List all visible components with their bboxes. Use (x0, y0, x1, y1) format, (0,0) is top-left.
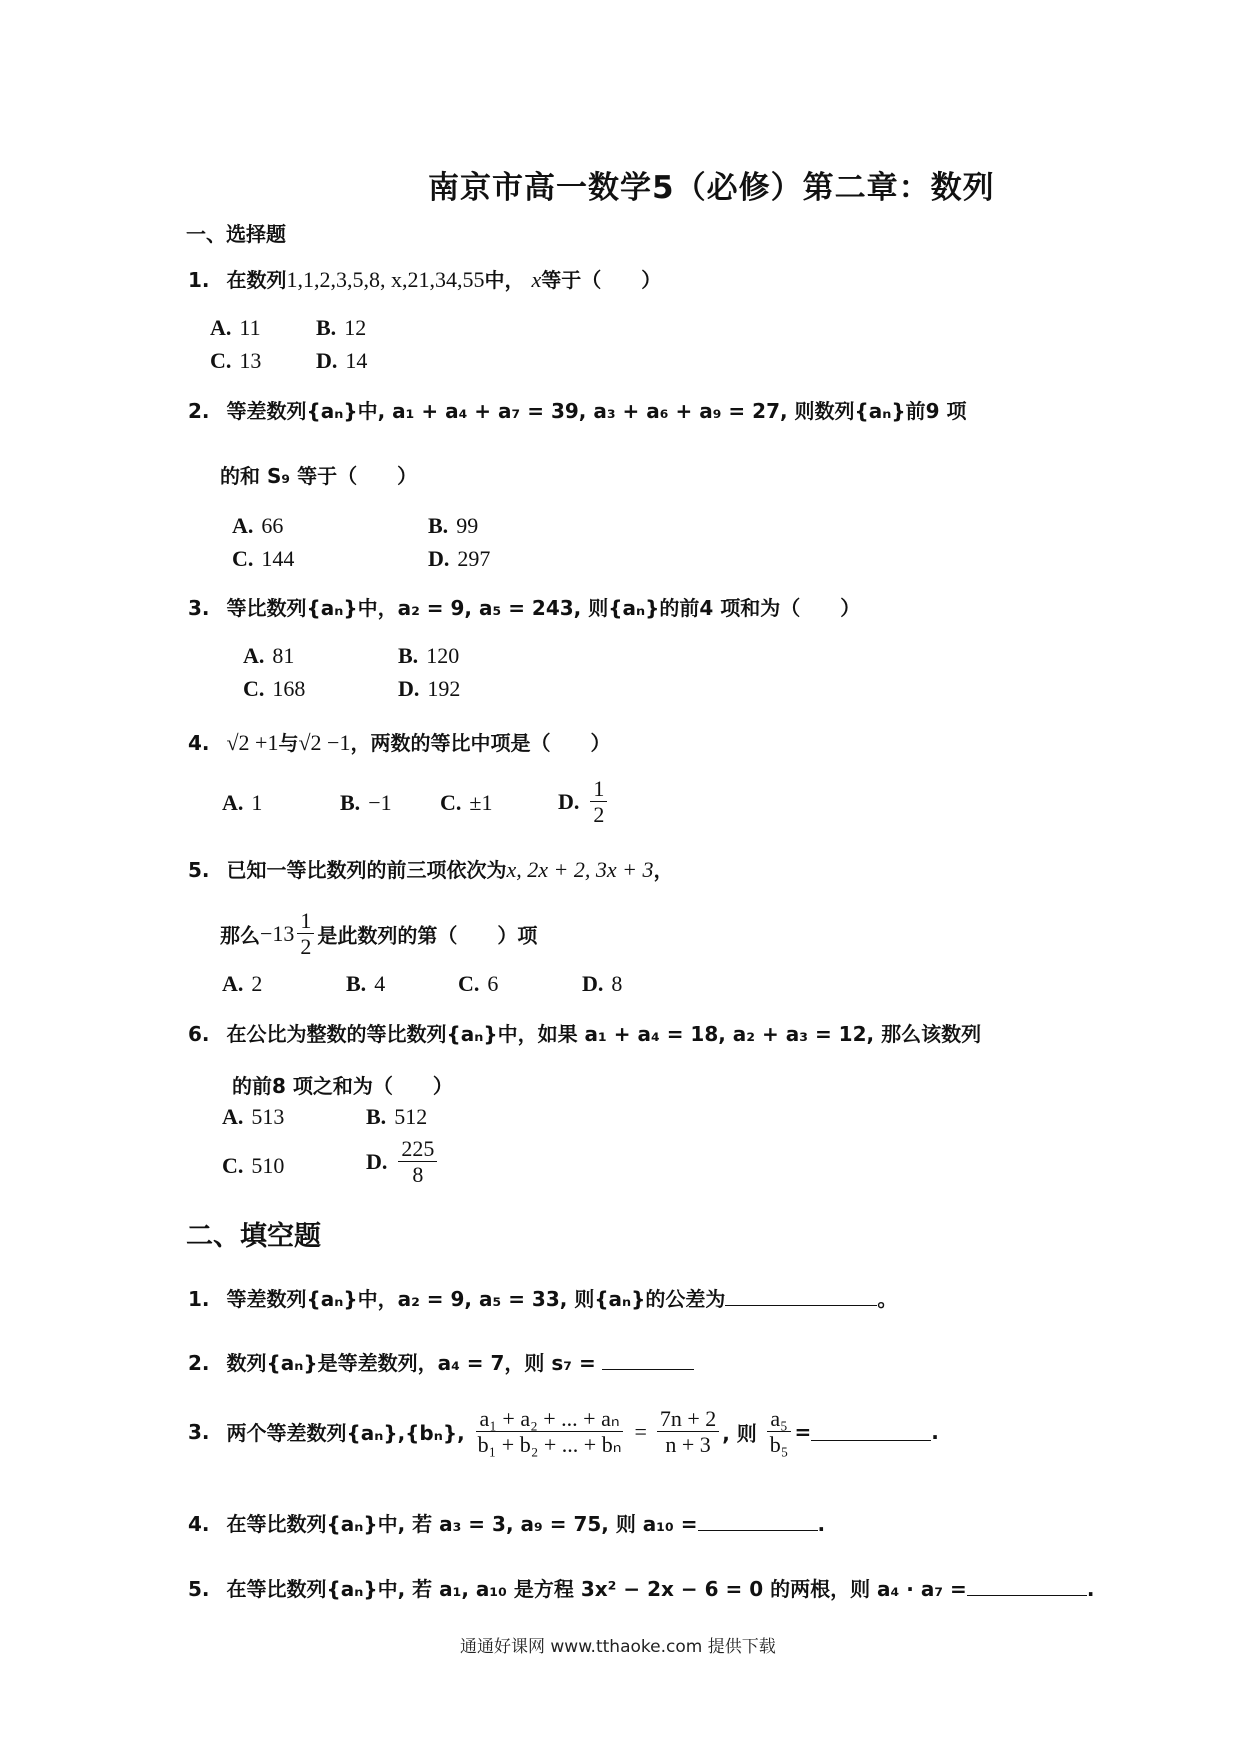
option-b: B. 120 (398, 643, 460, 668)
page-footer: 通通好课网 www.tthaoke.com 提供下载 (460, 1637, 776, 1657)
option-b: B. 4 (346, 971, 386, 996)
option-b: B. 512 (366, 1104, 428, 1129)
fill-question-5: 5. 在等比数列{aₙ}中, 若 a₁, a₁₀ 是方程 3x² − 2x − 6 = 0 的两根，则 a₄ · a₇ = . (188, 1577, 1095, 1601)
question-text: 在公比为整数的等比数列{aₙ}中，如果 a₁ + a₄ = 18, a₂ + a₃ = 12, 那么该数列 (226, 1022, 982, 1046)
option-c: C. 13 (210, 348, 262, 373)
sqrt-expression: √2 −1 (298, 730, 351, 755)
option-b: B. 99 (428, 513, 479, 538)
mc-question-6: 6. 在公比为整数的等比数列{aₙ}中，如果 a₁ + a₄ = 18, a₂ + a₃ = 12, 那么该数列 (188, 1022, 982, 1046)
option-d: D. $\frac{225}{8}$ (366, 1136, 440, 1188)
option-a: A. 2 (222, 971, 263, 996)
option-d: D. 297 (428, 546, 491, 571)
option-d: D. 192 (398, 676, 461, 701)
option-a: A. 513 (222, 1104, 285, 1129)
section-heading-fill: 二、填空题 (186, 1221, 321, 1252)
option-c: C. 168 (243, 676, 306, 701)
option-a: A. 11 (210, 315, 261, 340)
answer-blank[interactable] (967, 1577, 1087, 1596)
answer-blank[interactable] (725, 1287, 877, 1306)
option-a: A. 66 (232, 513, 284, 538)
mc-question-1 (188, 264, 661, 293)
option-b: B. −1 (340, 790, 392, 815)
option-b: B. 12 (316, 315, 367, 340)
mc-question-3: 3. 等比数列{aₙ}中，a₂ = 9, a₅ = 243, 则{aₙ}的前4 项和为（ ） (188, 596, 861, 620)
fraction: $\frac{\text{a₁ + a₂ + ... + aₙ}}{\text{b₁ + b₂ + ... + bₙ}}$ (477, 1406, 622, 1458)
option-a: A. 81 (243, 643, 295, 668)
terms-expression: x, 2x + 2, 3x + 3 (506, 857, 654, 882)
fraction: $\frac{7n + 2}{n + 3}$ (657, 1406, 719, 1458)
option-a: A. 1 (222, 790, 263, 815)
fraction: $\frac{\text{a₅}}{\text{b₅}}$ (767, 1406, 792, 1458)
fill-question-4: 4. 在等比数列{aₙ}中, 若 a₃ = 3, a₉ = 75, 则 a₁₀ = . (188, 1512, 826, 1536)
option-c: C. 510 (222, 1153, 285, 1178)
fraction: $\frac{1}{2}$ (590, 776, 607, 828)
mc-question-2: 2. 等差数列{aₙ}中, a₁ + a₄ + a₇ = 39, a₃ + a₆ + a₉ = 27, 则数列{aₙ}前9 项 (188, 399, 967, 423)
question-text: 等于（ ） (541, 268, 662, 292)
option-c: C. 6 (458, 971, 499, 996)
mc-question-2-line2: 的和 S₉ 等于（ ） (220, 464, 418, 488)
sqrt-expression: √2 +1 (226, 730, 279, 755)
question-number: 1. (188, 268, 210, 292)
fraction: $\frac{1}{2}$ (297, 908, 314, 960)
section-heading-choice: 一、选择题 (186, 222, 286, 246)
fill-question-3: 3. 两个等差数列{aₙ},{bₙ}, $\frac{\text{a₁ + a₂ + ... + aₙ}}{\text{b₁ + b₂ + ... + bₙ}}$ = $\frac{7n + 2}{n + 3}$ , 则 $\frac{\text{a₅}}{\text{b₅}}$ = . (188, 1406, 939, 1458)
option-c: C. 144 (232, 546, 295, 571)
option-d: D. 8 (582, 971, 623, 996)
question-text: 在数列 (226, 268, 287, 292)
option-d: D. $\frac{1}{2}$ (558, 776, 610, 828)
question-text: 等比数列{aₙ}中，a₂ = 9, a₅ = 243, 则{aₙ}的前4 项和为（ ） (226, 596, 861, 620)
fraction: $\frac{225}{8}$ (398, 1136, 437, 1188)
mc-question-4: 4. √2 +1与√2 −1，两数的等比中项是（ ） (188, 730, 611, 755)
page-title: 南京市高一数学5（必修）第二章：数列 (428, 170, 995, 206)
option-d: D. 14 (316, 348, 368, 373)
answer-blank[interactable] (602, 1351, 694, 1370)
mc-question-5-line2: 那么−13 $\frac{1}{2}$ 是此数列的第（ ）项 (220, 908, 538, 960)
sequence-expression: 1,1,2,3,5,8, x,21,34,55 (286, 267, 485, 292)
answer-blank[interactable] (698, 1512, 818, 1531)
question-text: 中， (484, 268, 525, 292)
mc-question-6-line2: 的前8 项之和为（ ） (232, 1074, 453, 1098)
question-text: 等差数列{aₙ}中, a₁ + a₄ + a₇ = 39, a₃ + a₆ + a₉ = 27, 则数列{aₙ}前9 项 (226, 399, 967, 423)
option-c: C. ±1 (440, 790, 493, 815)
fill-question-2: 2. 数列{aₙ}是等差数列，a₄ = 7，则 s₇ = (188, 1347, 694, 1376)
answer-blank[interactable] (811, 1422, 931, 1441)
mc-question-5: 5. 已知一等比数列的前三项依次为x, 2x + 2, 3x + 3， (188, 857, 674, 882)
fill-question-1: 1. 等差数列{aₙ}中，a₂ = 9, a₅ = 33, 则{aₙ}的公差为 。 (188, 1287, 898, 1311)
variable: x (531, 267, 542, 292)
